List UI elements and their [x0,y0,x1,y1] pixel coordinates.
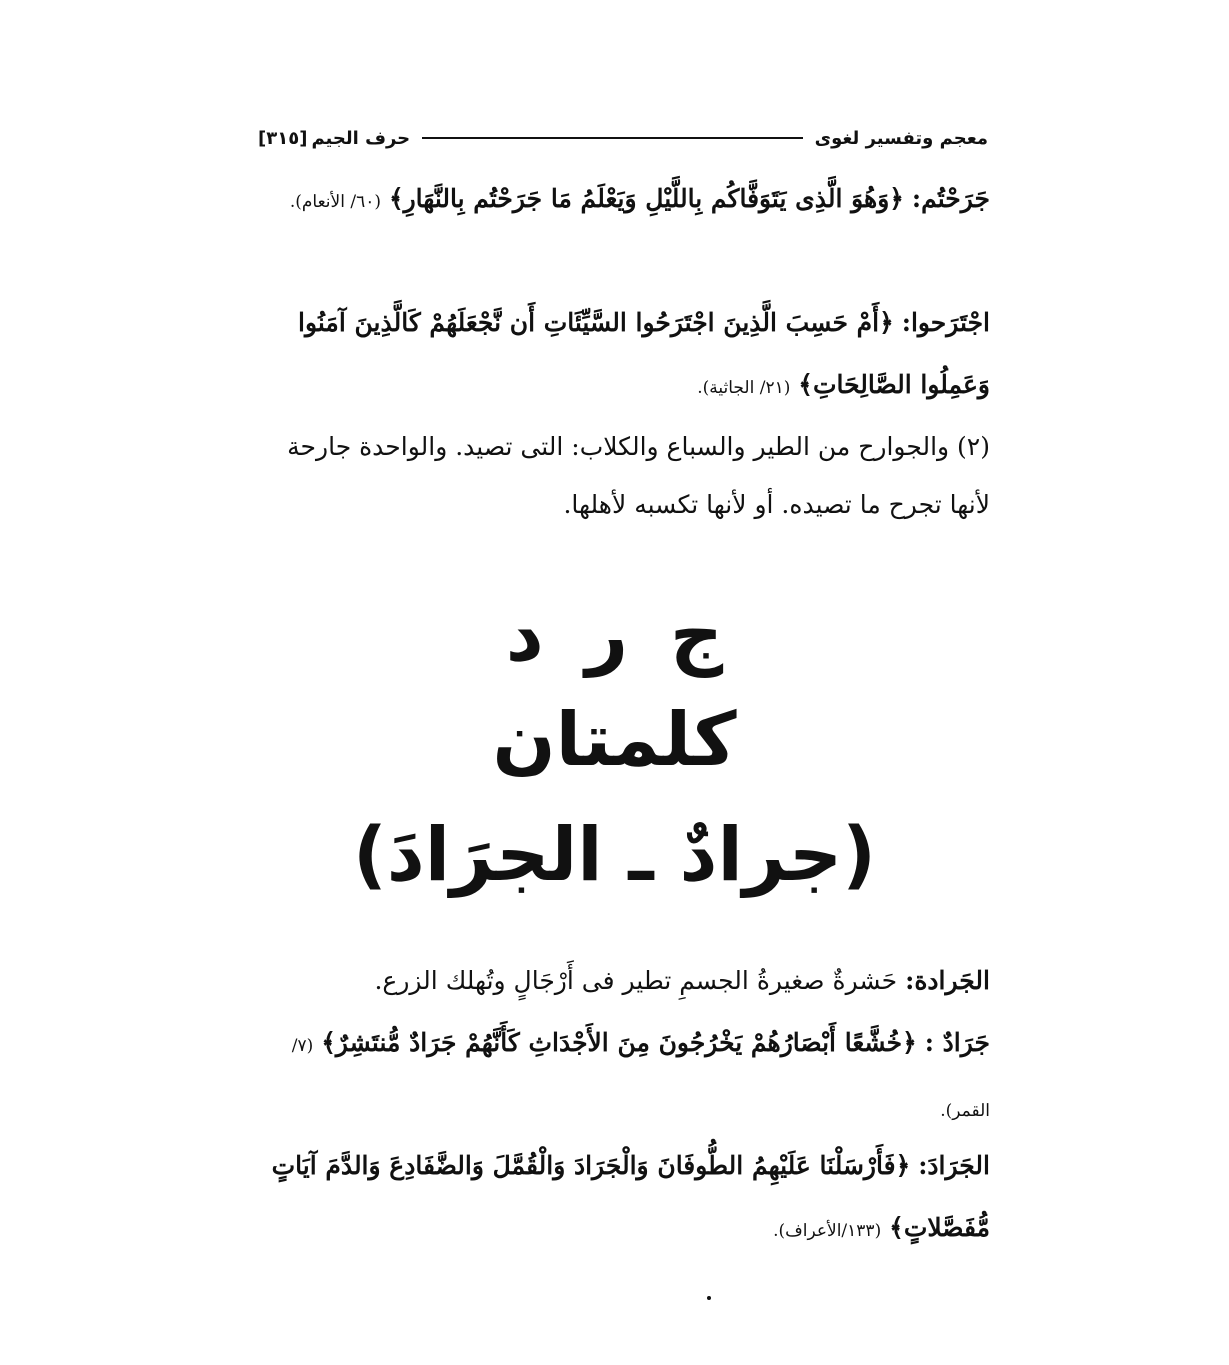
root-letters-heading: ج ر د [505,592,724,678]
footnote-text: (٢) والجوارح من الطير والسباع والكلاب: التى تصيد. والواحدة جارحة لأنها تجرح ما تصيده. أو لأنها تكسبه لأهلها. [287,432,990,519]
entry-word: جَرَحْتُم: [911,184,990,213]
entry-word: جَرَادٌ : [924,1028,990,1057]
page-number: [٣١٥] [258,127,308,149]
word-count-heading: كلمتان [492,697,737,783]
verse-reference: (١٣٣/الأعراف). [773,1221,882,1241]
entry-jarada [250,950,990,1012]
verse-reference: (٦٠/ الأنعام). [289,192,381,212]
entry-word: اجْتَرَحوا: [901,308,990,337]
quran-verse: ﴿خُشَّعًا أَبْصَارُهُمْ يَخْرُجُونَ مِنَ الأَجْدَاثِ كَأَنَّهُمْ جَرَادٌ مُّنتَشِرٌ﴾ [321,1028,917,1057]
entry-ijtarahu [250,292,990,419]
page-speck [707,1296,711,1300]
entry-jaradun [250,1012,990,1142]
root-words-heading: (جرادٌ ـ الجرَادَ) [352,812,877,898]
section-title: حرف الجيم [311,127,411,149]
book-title: معجم وتفسير لغوى [814,127,988,149]
entry-definition: حَشرةٌ صغيرةُ الجسمِ تطير فى أَرْجَالٍ وتُهلك الزرع. [374,966,898,995]
entry-jarahtum [250,168,990,233]
verse-reference: (٢١/ الجاثية). [697,378,791,398]
quran-verse: ﴿أَمْ حَسِبَ الَّذِينَ اجْتَرَحُوا السَّيِّئَاتِ أَن نَّجْعَلَهُمْ كَالَّذِينَ آمَنُوا وَعَمِلُوا الصَّالِحَاتِ﴾ [298,308,990,399]
running-header [258,118,988,158]
header-rule [422,137,802,139]
entry-word: الجَرَادَ: [918,1151,990,1180]
footnote-jawarih [250,418,990,534]
entry-al-jarad [250,1135,990,1262]
entry-word: الجَرادة: [905,966,990,995]
quran-verse: ﴿فَأَرْسَلْنَا عَلَيْهِمُ الطُّوفَانَ وَالْجَرَادَ وَالْقُمَّلَ وَالضَّفَادِعَ وَالدَّمَ آيَاتٍ مُّفَصَّلاتٍ﴾ [271,1151,990,1242]
verse-reference: (٧/ القمر). [291,1036,990,1121]
quran-verse: ﴿وَهُوَ الَّذِى يَتَوَفَّاكُم بِاللَّيْلِ وَيَعْلَمُ مَا جَرَحْتُم بِالنَّهَارِ﴾ [388,184,904,213]
